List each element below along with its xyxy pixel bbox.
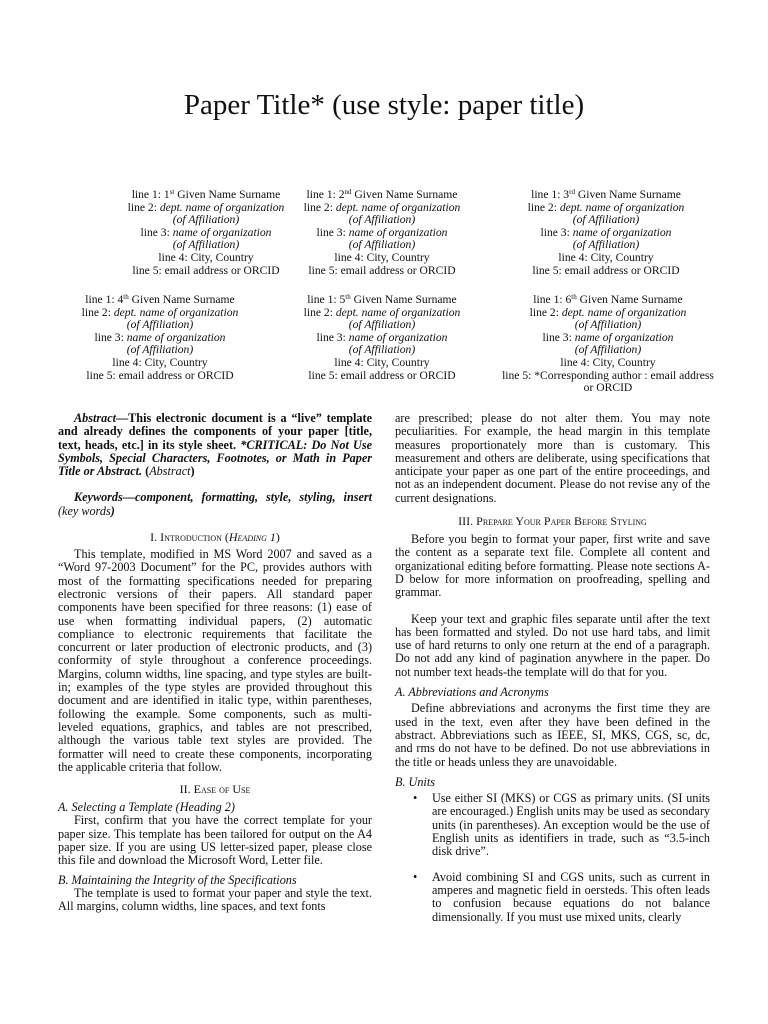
author-line-1: line 1: 3rd Given Name Surname <box>531 188 681 201</box>
author-line-4: line 4: City, Country <box>334 250 430 264</box>
keywords: Keywords—component, formatting, style, styling, insert (key words) <box>58 490 372 518</box>
author-line-5: line 5: email address or ORCID <box>308 263 456 277</box>
section-heading-prepare-paper: III. Prepare Your Paper Before Styling <box>458 514 647 529</box>
author-block <box>501 294 715 395</box>
continued-paragraph: are prescribed; please do not alter them. You may note peculiarities. For example, the head margin in this template measures proportionately more than is customary. This measurement and others are deliberate, using specifications that anticipate your paper as one part of the entire proceedings, and not as an independent document. Please do not revise any of the current designations. <box>395 411 710 505</box>
author-line-4: line 4: City, Country <box>158 250 254 264</box>
section-heading-introduction: I. Introduction (Heading 1) <box>150 530 280 545</box>
author-line-5: line 5: email address or ORCID <box>532 263 680 277</box>
author-line-2: line 2: dept. name of organization (of Affiliation) <box>529 305 687 332</box>
list-item: • Avoid combining SI and CGS units, such as current in amperes and magnetic field in oersteds. This often leads to confusion because equations do not balance dimensionally. If you must use mixed units, clearly <box>413 869 710 924</box>
author-line-2: line 2: dept. name of organization (of Affiliation) <box>127 200 285 227</box>
author-line-2: line 2: dept. name of organization (of Affiliation) <box>81 305 239 332</box>
author-block <box>277 189 487 277</box>
abbreviations-paragraph: Define abbreviations and acronyms the first time they are used in the text, even after they have been defined in the abstract. Abbreviations such as IEEE, SI, MKS, CGS, sc, dc, and rms do not have to be defined. Do not use abbreviations in the title or heads unless they are unavoidable. <box>395 701 710 769</box>
bullet-icon: • <box>413 791 418 806</box>
author-line-5: line 5: email address or ORCID <box>132 263 280 277</box>
list-item: • Use either SI (MKS) or CGS as primary units. (SI units are encouraged.) English units may be used as secondary units (in parentheses). An exception would be the use of English units as identifiers in trade, such as “3.5-inch disk drive”. <box>413 791 710 859</box>
author-line-4: line 4: City, Country <box>560 355 656 369</box>
author-block <box>55 294 265 382</box>
author-line-3: line 3: name of organization (of Affiliation) <box>316 330 448 357</box>
units-list <box>395 792 710 924</box>
author-line-3: line 3: name of organization (of Affiliation) <box>94 330 226 357</box>
author-block <box>277 294 487 382</box>
author-line-5: line 5: *Corresponding author : email address or ORCID <box>502 368 714 395</box>
author-line-1: line 1: 6th Given Name Surname <box>533 293 683 306</box>
prepare-paragraph-1: Before you begin to format your paper, first write and save the content as a separate text file. Complete all content and organizational editing before formatting. Please note sections A-D below for more information on proofreading, spelling and grammar. <box>395 532 710 600</box>
author-line-2: line 2: dept. name of organization (of Affiliation) <box>527 200 685 227</box>
author-line-2: line 2: dept. name of organization (of Affiliation) <box>303 305 461 332</box>
subheading-selecting-template: A. Selecting a Template (Heading 2) <box>58 800 235 815</box>
paper-title: Paper Title* (use style: paper title) <box>183 89 585 121</box>
author-line-3: line 3: name of organization (of Affiliation) <box>540 225 672 252</box>
author-line-2: line 2: dept. name of organization (of Affiliation) <box>303 200 461 227</box>
section-heading-ease-of-use: II. Ease of Use <box>179 782 251 797</box>
author-line-1: line 1: 2nd Given Name Surname <box>306 188 458 201</box>
maintaining-integrity-paragraph: The template is used to format your paper and style the text. All margins, column widths, line spaces, and text fonts <box>58 885 372 914</box>
right-column <box>395 412 710 924</box>
intro-paragraph: This template, modified in MS Word 2007 and saved as a “Word 97-2003 Document” for the PC, provides authors with most of the formatting specifications needed for preparing electronic versions of their papers. All standard paper components have been specified for three reasons: (1) ease of use when formatting individual papers, (2) automatic compliance to electronic requirements that facilitate the concurrent or later production of electronic products, and (3) conformity of style throughout a conference proceedings. Margins, column widths, line spacing, and type styles are built-in; examples of the type styles are provided throughout this document and are identified in italic type, within parentheses, following the example. Some components, such as multi-leveled equations, graphics, and tables are not prescribed, although the various table text styles are provided. The formatter will need to create these components, incorporating the applicable criteria that follow. <box>58 547 372 774</box>
abstract: Abstract—This electronic document is a “live” template and already defines the components of your paper [title, text, heads, etc.] in its style sheet. *CRITICAL: Do Not Use Symbols, Special Characters, Footnotes, or Math in Paper Title or Abstract. (Abstract) <box>58 411 372 479</box>
subheading-maintaining-integrity: B. Maintaining the Integrity of the Specifications <box>58 872 297 887</box>
author-line-3: line 3: name of organization (of Affiliation) <box>140 225 272 252</box>
author-line-5: line 5: email address or ORCID <box>86 368 234 382</box>
author-line-4: line 4: City, Country <box>112 355 208 369</box>
author-line-1: line 1: 5th Given Name Surname <box>307 293 457 306</box>
author-line-1: line 1: 4th Given Name Surname <box>85 293 235 306</box>
subheading-abbreviations: A. Abbreviations and Acronyms <box>395 685 549 700</box>
left-column <box>58 412 372 914</box>
author-line-4: line 4: City, Country <box>558 250 654 264</box>
author-line-4: line 4: City, Country <box>334 355 430 369</box>
author-line-3: line 3: name of organization (of Affiliation) <box>316 225 448 252</box>
author-block <box>501 189 711 277</box>
prepare-paragraph-2: Keep your text and graphic files separate until after the text has been formatted and styled. Do not use hard tabs, and limit use of hard returns to only one return at the end of a paragraph. Do not add any kind of pagination anywhere in the paper. Do not number text heads-the template will do that for you. <box>395 611 710 679</box>
author-line-5: line 5: email address or ORCID <box>308 368 456 382</box>
author-line-3: line 3: name of organization (of Affiliation) <box>542 330 674 357</box>
bullet-icon: • <box>413 869 418 884</box>
author-line-1: line 1: 1st Given Name Surname <box>131 188 281 201</box>
selecting-template-paragraph: First, confirm that you have the correct template for your paper size. This template has been tailored for output on the A4 paper size. If you are using US letter-sized paper, please close this file and download the Microsoft Word, Letter file. <box>58 813 372 868</box>
subheading-units: B. Units <box>395 774 435 789</box>
